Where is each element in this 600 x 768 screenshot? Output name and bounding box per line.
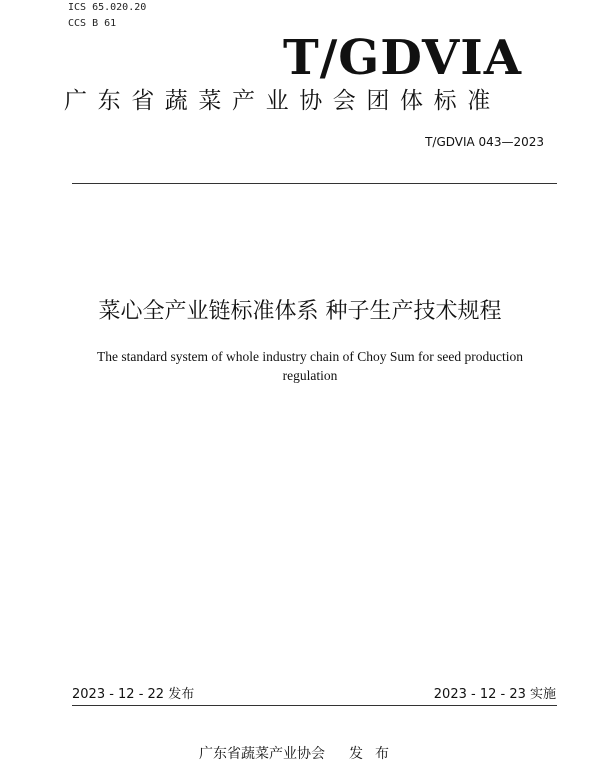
- publisher-line: [0, 744, 600, 764]
- standard-logo: T/GDVIA: [283, 30, 522, 86]
- title-chinese: 菜心全产业链标准体系 种子生产技术规程: [98, 299, 502, 324]
- publisher-action: 发布: [349, 746, 401, 762]
- classification-codes: [68, 0, 146, 32]
- standard-number: T/GDVIA 043—2023: [425, 135, 544, 149]
- title-english: The standard system of whole industry chain of Choy Sum for seed production regulation: [97, 349, 523, 383]
- ics-code: ICS 65.020.20: [68, 2, 147, 13]
- bottom-divider: [72, 705, 557, 706]
- issue-date: 2023 - 12 - 22 发布: [72, 687, 195, 702]
- top-divider: [72, 183, 557, 184]
- publisher-name: 广东省蔬菜产业协会: [199, 746, 325, 762]
- organization-heading: 广东省蔬菜产业协会团体标准: [64, 88, 501, 114]
- ccs-code: CCS B 61: [68, 18, 117, 29]
- implementation-date: 2023 - 12 - 23 实施: [433, 687, 556, 702]
